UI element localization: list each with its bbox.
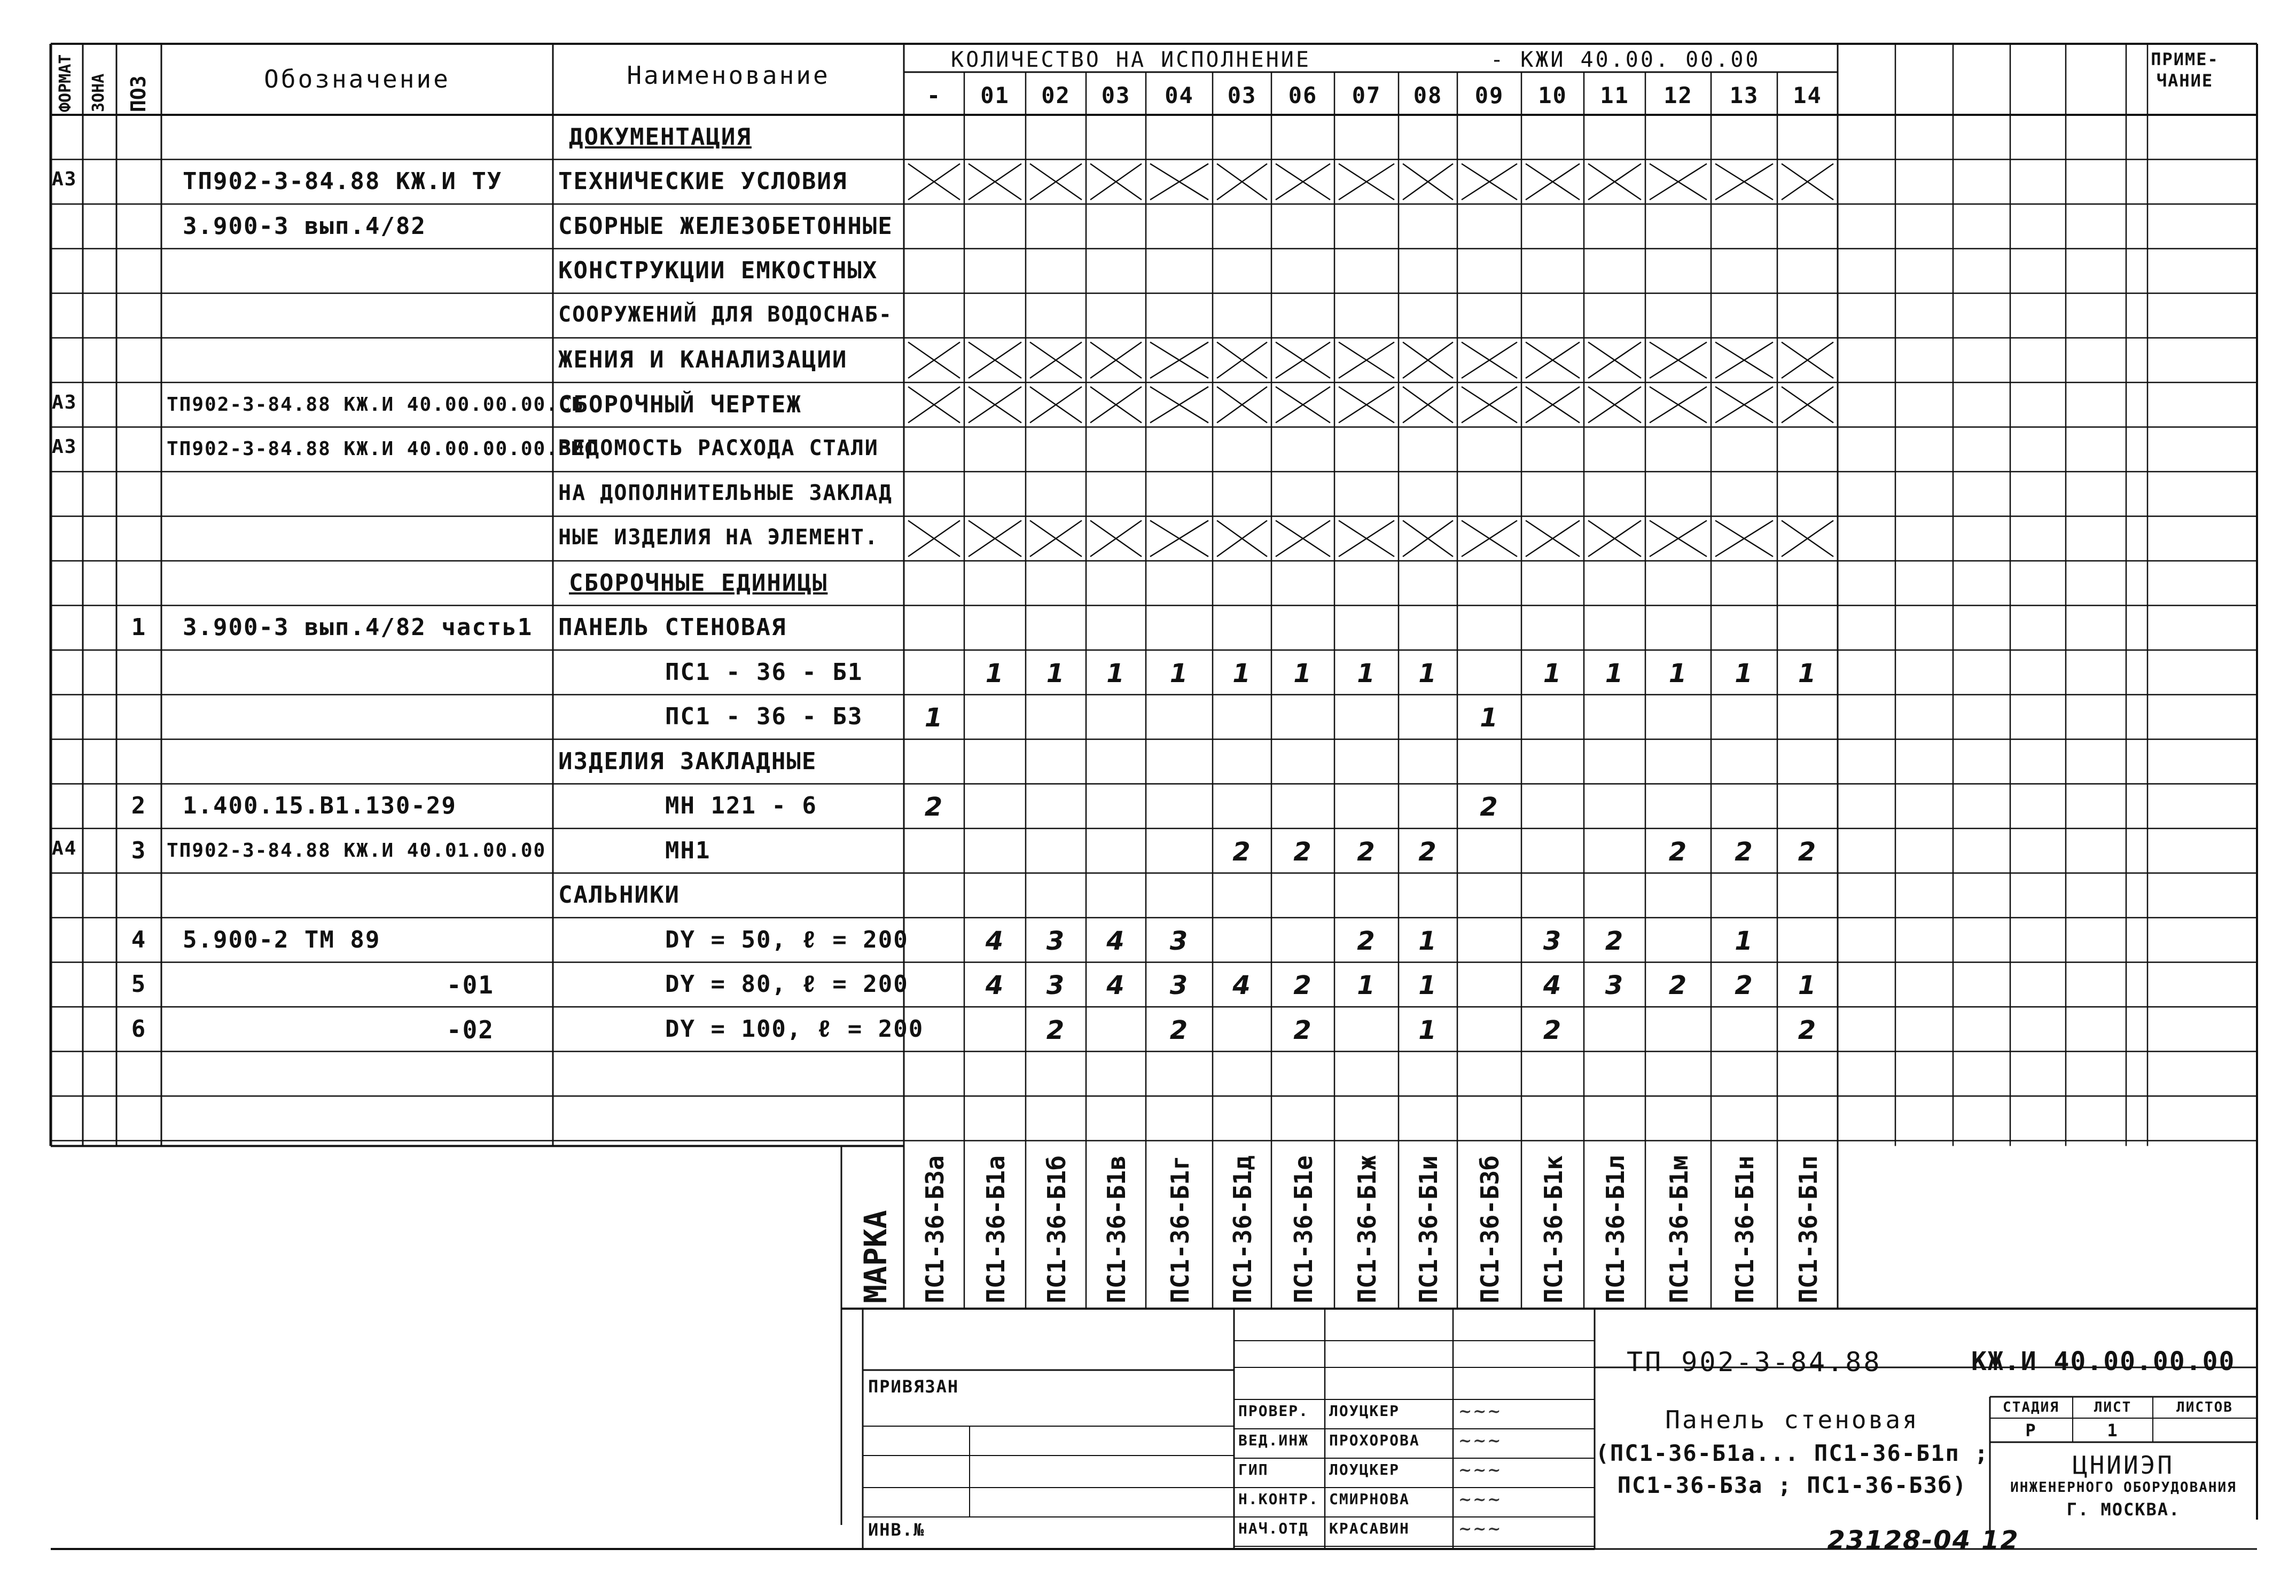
row-format: А4 <box>52 837 77 859</box>
title-line-2: (ПС1-36-Б1а... ПС1-36-Б1п ; <box>1595 1440 1989 1466</box>
qty-cell: 4 <box>985 971 1005 1001</box>
row-name: DY = 50, ℓ = 200 <box>665 926 909 953</box>
stadia-value: Р <box>2025 1420 2037 1441</box>
qty-cell: 2 <box>1293 1015 1313 1045</box>
marka-12: ПС1-36-Б1м <box>1664 1155 1693 1303</box>
row-name: ВЕДОМОСТЬ РАСХОДА СТАЛИ <box>558 436 879 461</box>
title-line-3: ПС1-36-Б3а ; ПС1-36-Б3б) <box>1617 1472 1967 1498</box>
qty-cell: 2 <box>1605 926 1625 956</box>
header-note-1: ПРИМЕ- <box>2151 49 2219 69</box>
row-designation: ТП902-3-84.88 КЖ.И 40.01.00.00 <box>167 839 546 862</box>
role-label: ПРОВЕР. <box>1238 1402 1309 1420</box>
row-name: DY = 100, ℓ = 200 <box>665 1015 924 1043</box>
marka-label: МАРКА <box>857 1210 894 1303</box>
qty-cell: 2 <box>1046 1015 1066 1045</box>
qty-cell: 4 <box>1106 926 1126 956</box>
header-pos: ПОЗ <box>127 75 150 112</box>
role-name: СМИРНОВА <box>1329 1490 1410 1508</box>
qty-cell: 1 <box>1735 658 1754 689</box>
qty-cell: 2 <box>1293 836 1313 867</box>
qty-cell: 4 <box>1106 971 1126 1001</box>
qty-cell: 1 <box>1232 658 1252 689</box>
qty-cell: 4 <box>985 926 1005 956</box>
row-designation: ТП902-3-84.88 КЖ.И ТУ <box>183 168 503 195</box>
row-name: КОНСТРУКЦИИ ЕМКОСТНЫХ <box>558 257 878 285</box>
variant-3: 03 <box>1101 82 1131 108</box>
qty-cell: 2 <box>1735 836 1754 867</box>
variant-9: 09 <box>1474 82 1504 108</box>
qty-cell: 2 <box>1798 836 1817 867</box>
variant-0: - <box>926 82 942 108</box>
header-quantity: КОЛИЧЕСТВО НА ИСПОЛНЕНИЕ <box>951 48 1311 72</box>
row-designation: 3.900-3 вып.4/82 <box>183 212 426 240</box>
qty-cell: 1 <box>1418 658 1438 689</box>
variant-11: 11 <box>1600 82 1629 108</box>
qty-cell: 4 <box>1543 971 1563 1001</box>
qty-cell: 1 <box>1046 658 1066 689</box>
row-designation: 1.400.15.В1.130-29 <box>183 792 457 820</box>
row-name: ПАНЕЛЬ СТЕНОВАЯ <box>558 614 787 641</box>
row-name: СООРУЖЕНИЙ ДЛЯ ВОДОСНАБ- <box>558 302 893 327</box>
row-pos: 5 <box>131 971 147 998</box>
qty-cell: 2 <box>1735 971 1754 1001</box>
org-name: ЦНИИЭП <box>2072 1451 2175 1480</box>
qty-cell: 1 <box>1798 658 1817 689</box>
qty-cell: 2 <box>1668 971 1688 1001</box>
qty-cell: 2 <box>1418 836 1438 867</box>
stadia-header: СТАДИЯ <box>2003 1399 2059 1415</box>
marka-11: ПС1-36-Б1л <box>1600 1155 1630 1303</box>
qty-cell: 1 <box>1480 703 1499 733</box>
marka-8: ПС1-36-Б1и <box>1414 1155 1443 1303</box>
qty-cell: 2 <box>1543 1015 1563 1045</box>
org-line-2: ИНЖЕНЕРНОГО ОБОРУДОВАНИЯ <box>2010 1480 2237 1496</box>
row-designation: ТП902-3-84.88 КЖ.И 40.00.00.00.СБ <box>167 393 584 416</box>
row-name: ДОКУМЕНТАЦИЯ <box>569 123 752 151</box>
row-pos: 6 <box>131 1015 147 1043</box>
marka-13: ПС1-36-Б1н <box>1730 1155 1759 1303</box>
row-name: ПС1 - 36 - Б3 <box>665 703 863 731</box>
row-name: САЛЬНИКИ <box>558 881 680 909</box>
variant-1: 01 <box>980 82 1010 108</box>
qty-cell: 3 <box>1169 926 1189 956</box>
qty-cell: 1 <box>924 703 944 733</box>
marka-0: ПС1-36-Б3а <box>920 1155 949 1303</box>
qty-cell: 1 <box>1357 658 1376 689</box>
row-format: А3 <box>52 168 77 191</box>
qty-cell: 1 <box>1735 926 1754 956</box>
qty-cell: 1 <box>1169 658 1189 689</box>
marka-2: ПС1-36-Б1б <box>1042 1155 1071 1303</box>
role-label: Н.КОНТР. <box>1238 1490 1319 1508</box>
marka-7: ПС1-36-Б1ж <box>1353 1155 1381 1303</box>
role-name: КРАСАВИН <box>1329 1520 1410 1537</box>
header-qty-code: - КЖИ 40.00. 00.00 <box>1490 48 1761 72</box>
qty-cell: 3 <box>1543 926 1563 956</box>
row-name: СБОРОЧНЫЕ ЕДИНИЦЫ <box>569 569 828 597</box>
qty-cell: 2 <box>1668 836 1688 867</box>
listov-header: ЛИСТОВ <box>2176 1399 2233 1415</box>
qty-cell: 1 <box>1357 971 1376 1001</box>
signature: ~~~ <box>1458 1431 1502 1450</box>
role-label: ГИП <box>1238 1461 1269 1478</box>
row-name: DY = 80, ℓ = 200 <box>665 971 909 998</box>
row-format: А3 <box>52 391 77 413</box>
qty-cell: 2 <box>924 792 944 823</box>
row-pos: 1 <box>131 614 147 641</box>
header-zone: ЗОНА <box>89 73 108 112</box>
row-format: А3 <box>52 436 77 458</box>
variant-12: 12 <box>1664 82 1693 108</box>
qty-cell: 2 <box>1293 971 1313 1001</box>
qty-cell: 3 <box>1046 926 1066 956</box>
marka-4: ПС1-36-Б1г <box>1165 1155 1194 1303</box>
qty-cell: 2 <box>1357 926 1376 956</box>
header-name: Наименование <box>627 61 830 90</box>
list-header: ЛИСТ <box>2094 1399 2132 1415</box>
row-name: НЫЕ ИЗДЕЛИЯ НА ЭЛЕМЕНТ. <box>558 525 879 550</box>
row-designation: -02 <box>446 1015 494 1044</box>
row-name: МН1 <box>665 836 711 864</box>
row-name: СБОРНЫЕ ЖЕЛЕЗОБЕТОННЫЕ <box>558 212 893 240</box>
qty-cell: 1 <box>985 658 1005 689</box>
role-name: ЛОУЦКЕР <box>1329 1402 1400 1420</box>
row-designation: 5.900-2 ТМ 89 <box>183 926 381 953</box>
header-format: ФОРМАТ <box>56 54 75 112</box>
signature: ~~~ <box>1458 1520 1502 1538</box>
marka-3: ПС1-36-Б1в <box>1102 1155 1131 1303</box>
qty-cell: 3 <box>1605 971 1625 1001</box>
qty-cell: 1 <box>1293 658 1313 689</box>
qty-cell: 1 <box>1605 658 1625 689</box>
marka-1: ПС1-36-Б1а <box>981 1155 1010 1303</box>
signature: ~~~ <box>1458 1461 1502 1480</box>
doc-number: КЖ.И 40.00.00.00 <box>1971 1347 2236 1376</box>
inv-label: ИНВ.№ <box>868 1520 925 1540</box>
qty-cell: 2 <box>1357 836 1376 867</box>
header-note-2: ЧАНИЕ <box>2156 71 2214 91</box>
qty-cell: 3 <box>1169 971 1189 1001</box>
row-designation: 3.900-3 вып.4/82 часть1 <box>183 614 533 641</box>
marka-10: ПС1-36-Б1к <box>1539 1155 1568 1303</box>
marka-14: ПС1-36-Б1п <box>1793 1155 1823 1303</box>
qty-cell: 2 <box>1798 1015 1817 1045</box>
qty-cell: 4 <box>1232 971 1252 1001</box>
qty-cell: 1 <box>1668 658 1688 689</box>
row-name: ЖЕНИЯ И КАНАЛИЗАЦИИ <box>558 346 848 374</box>
row-designation: ТП902-3-84.88 КЖ.И 40.00.00.00.ВМС <box>167 438 597 460</box>
row-pos: 2 <box>131 792 147 820</box>
row-name: ИЗДЕЛИЯ ЗАКЛАДНЫЕ <box>558 747 817 775</box>
qty-cell: 1 <box>1418 926 1438 956</box>
org-line-3: Г. МОСКВА. <box>2066 1499 2181 1520</box>
signature: ~~~ <box>1458 1490 1502 1509</box>
variant-8: 08 <box>1413 82 1443 108</box>
role-name: ПРОХОРОВА <box>1329 1431 1420 1449</box>
archive-stamp: 23128-04 12 <box>1827 1525 2019 1555</box>
qty-cell: 1 <box>1106 658 1126 689</box>
variant-10: 10 <box>1538 82 1567 108</box>
variant-5: 03 <box>1227 82 1257 108</box>
doc-code: ТП 902-3-84.88 <box>1627 1347 1882 1378</box>
list-value: 1 <box>2107 1420 2119 1441</box>
qty-cell: 1 <box>1543 658 1563 689</box>
qty-cell: 2 <box>1169 1015 1189 1045</box>
qty-cell: 1 <box>1418 971 1438 1001</box>
row-name: МН 121 - 6 <box>665 792 817 820</box>
marka-6: ПС1-36-Б1е <box>1289 1155 1318 1303</box>
marka-5: ПС1-36-Б1д <box>1228 1155 1257 1303</box>
marka-9: ПС1-36-Б3б <box>1475 1155 1504 1303</box>
header-designation: Обозначение <box>264 65 450 93</box>
row-name: НА ДОПОЛНИТЕЛЬНЫЕ ЗАКЛАД <box>558 480 893 505</box>
qty-cell: 2 <box>1232 836 1252 867</box>
qty-cell: 3 <box>1046 971 1066 1001</box>
row-name: ПС1 - 36 - Б1 <box>665 658 863 686</box>
row-pos: 4 <box>131 926 147 953</box>
variant-2: 02 <box>1041 82 1071 108</box>
variant-6: 06 <box>1288 82 1318 108</box>
variant-7: 07 <box>1352 82 1381 108</box>
qty-cell: 2 <box>1480 792 1499 823</box>
signature: ~~~ <box>1458 1402 1502 1421</box>
variant-4: 04 <box>1165 82 1194 108</box>
qty-cell: 1 <box>1798 971 1817 1001</box>
variant-13: 13 <box>1729 82 1759 108</box>
role-label: НАЧ.ОТД <box>1238 1520 1309 1537</box>
title-line-1: Панель стеновая <box>1665 1405 1919 1434</box>
role-label: ВЕД.ИНЖ <box>1238 1431 1309 1449</box>
row-designation: -01 <box>446 971 494 1000</box>
row-name: ТЕХНИЧЕСКИЕ УСЛОВИЯ <box>558 168 848 195</box>
row-pos: 3 <box>131 836 147 864</box>
privyazan-label: ПРИВЯЗАН <box>868 1376 959 1397</box>
role-name: ЛОУЦКЕР <box>1329 1461 1400 1478</box>
variant-14: 14 <box>1793 82 1822 108</box>
row-name: СБОРОЧНЫЙ ЧЕРТЕЖ <box>558 390 802 418</box>
qty-cell: 1 <box>1418 1015 1438 1045</box>
